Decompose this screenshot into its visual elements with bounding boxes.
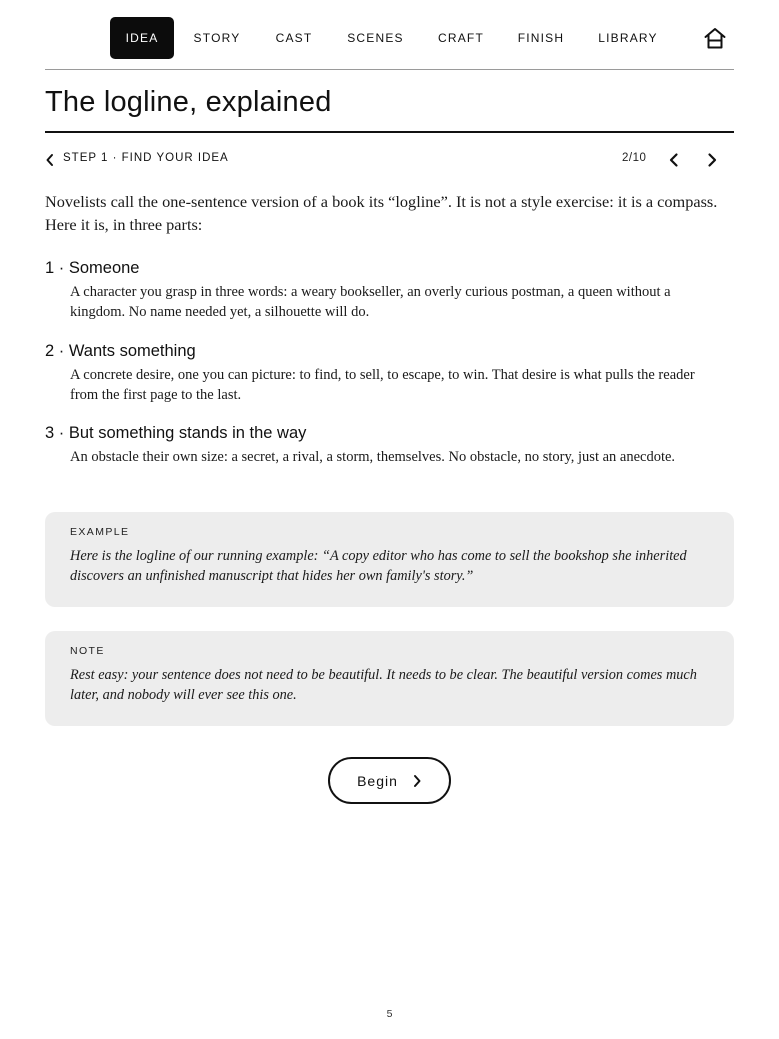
part-heading: 1 · Someone <box>45 259 140 277</box>
part-text: A concrete desire, one you can picture: to find, to sell, to escape, to win. That desire is what pulls the reader from the first page to the last. <box>70 367 695 403</box>
tab-idea[interactable]: IDEA <box>110 17 174 59</box>
part-text: A character you grasp in three words: a weary bookseller, an overly curious postman, a queen without a kingdom. No name needed yet, a silhouette will do. <box>70 284 671 320</box>
top-navigation <box>0 0 779 70</box>
logline-part-3 <box>45 424 725 468</box>
next-page-chevron-icon[interactable] <box>705 152 719 168</box>
home-icon[interactable] <box>703 26 727 50</box>
part-text: An obstacle their own size: a secret, a rival, a storm, themselves. No obstacle, no story, just an anecdote. <box>70 449 676 465</box>
tab-library[interactable]: LIBRARY <box>598 31 658 45</box>
note-callout <box>45 631 734 726</box>
title-divider <box>45 131 734 133</box>
step-bar <box>45 148 734 172</box>
nav-divider <box>45 69 734 70</box>
chevron-right-icon <box>412 774 422 788</box>
page-number: 5 <box>386 1008 393 1020</box>
part-heading: 2 · Wants something <box>45 342 196 360</box>
previous-page-chevron-icon[interactable] <box>667 152 681 168</box>
note-label: NOTE <box>70 645 105 657</box>
example-text: Here is the logline of our running example: “A copy editor who has come to sell the bookshop she inherited discovers an unfinished manuscript that hides her own family's story.” <box>70 548 687 584</box>
step-label[interactable]: STEP 1 · FIND YOUR IDEA <box>63 152 229 164</box>
logline-part-2 <box>45 342 725 405</box>
example-label: EXAMPLE <box>70 526 130 538</box>
part-heading: 3 · But something stands in the way <box>45 424 307 442</box>
tab-cast[interactable]: CAST <box>275 31 313 45</box>
logline-part-1 <box>45 259 725 322</box>
begin-button[interactable] <box>328 757 451 804</box>
example-callout <box>45 512 734 607</box>
tab-story[interactable]: STORY <box>193 31 241 45</box>
page-counter: 2/10 <box>622 152 647 164</box>
tab-finish[interactable]: FINISH <box>517 31 565 45</box>
chevron-left-icon[interactable] <box>45 153 55 167</box>
begin-button-label: Begin <box>357 772 398 789</box>
note-text: Rest easy: your sentence does not need to be beautiful. It needs to be clear. The beautiful version comes much later, and nobody will ever see this one. <box>70 667 697 703</box>
page-title: The logline, explained <box>45 86 332 118</box>
tab-craft[interactable]: CRAFT <box>438 31 484 45</box>
intro-paragraph: Novelists call the one-sentence version of a book its “logline”. It is not a style exercise: it is a compass. Here it is, in three parts: <box>45 192 718 234</box>
tab-scenes[interactable]: SCENES <box>347 31 404 45</box>
